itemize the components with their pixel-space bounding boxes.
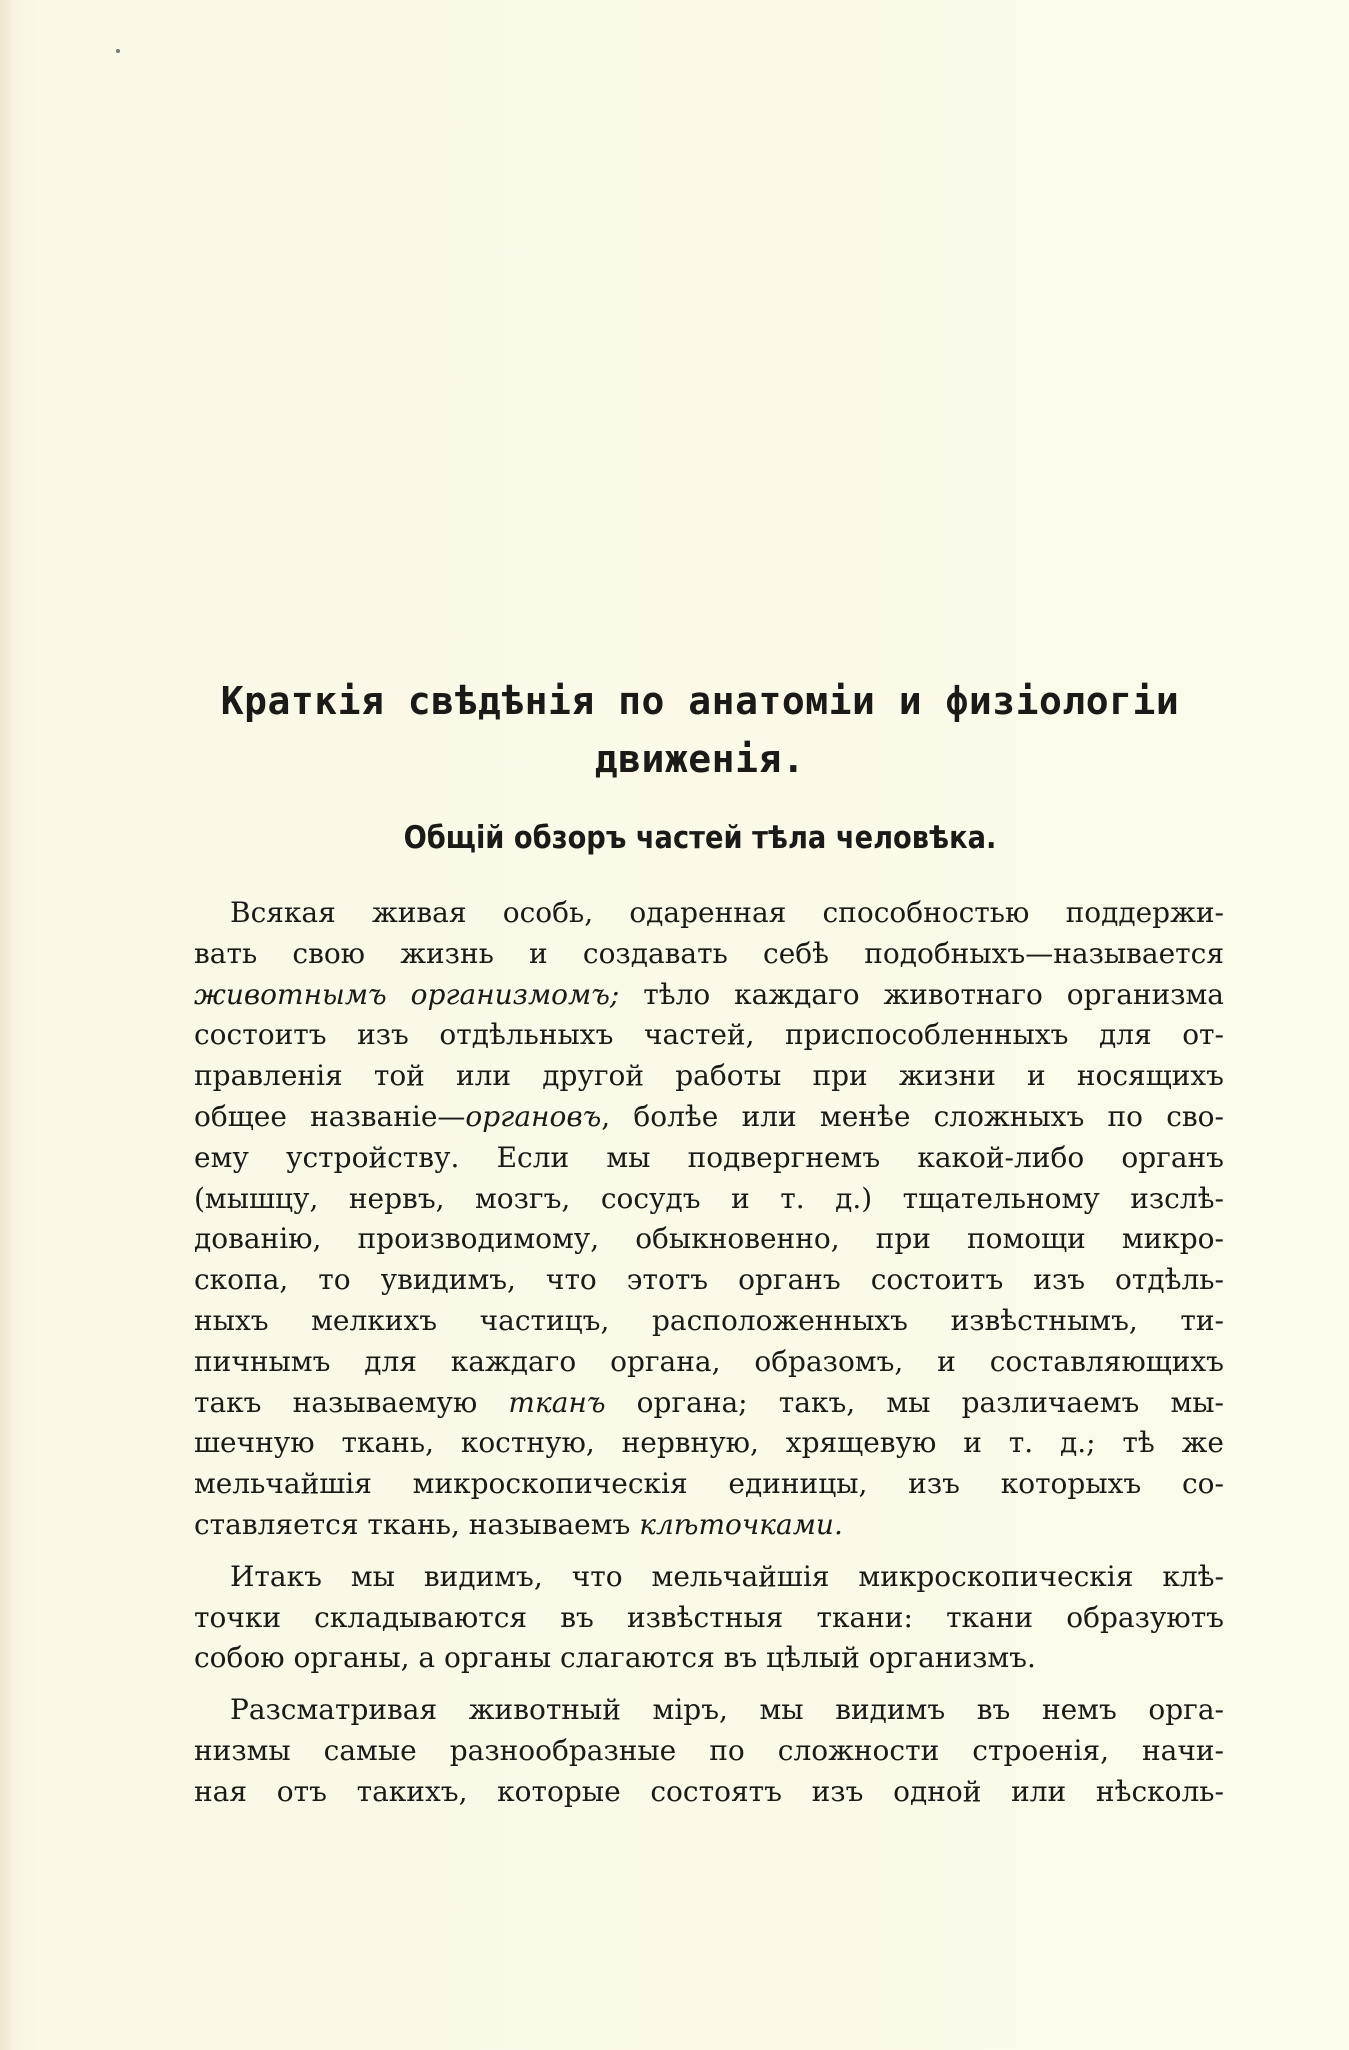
text-line: вать свою жизнь и создавать себѣ подобныхъ—называется: [194, 936, 1224, 970]
text-line: скопа, то увидимъ, что этотъ органъ состоитъ изъ отдѣль-: [194, 1263, 1224, 1297]
text-line: (мышцу, нервъ, мозгъ, сосудъ и т. д.) тщательному изслѣ-: [194, 1181, 1224, 1215]
text-line: ная отъ такихъ, которые состоятъ изъ одной или нѣсколь-: [194, 1774, 1224, 1808]
text-line: Разсматривая животный міръ, мы видимъ въ немъ орга-: [230, 1693, 1224, 1727]
paragraph-1: [194, 893, 1224, 1546]
text-line: пичнымъ для каждаго органа, образомъ, и составляющихъ: [194, 1344, 1224, 1378]
text-line: Итакъ мы видимъ, что мельчайшія микроскопическія клѣ-: [230, 1559, 1224, 1593]
body-text: [194, 893, 1224, 1813]
text-line: состоитъ изъ отдѣльныхъ частей, приспособленныхъ для от-: [194, 1018, 1224, 1052]
ink-speck: [116, 49, 120, 53]
text-line: шечную ткань, костную, нервную, хрящевую и т. д.; тѣ же: [194, 1426, 1224, 1460]
chapter-title: [190, 672, 1210, 788]
text-line: ныхъ мелкихъ частицъ, расположенныхъ извѣстнымъ, ти-: [194, 1303, 1224, 1337]
paragraph-3: [194, 1690, 1224, 1812]
text-line-with-italic: животнымъ организмомъ; тѣло каждаго животнаго организма: [194, 977, 1224, 1011]
text-line: ему устройству. Если мы подвергнемъ какой-либо органъ: [194, 1140, 1224, 1174]
text-line: собою органы, а органы слагаются въ цѣлый организмъ.: [194, 1641, 1036, 1675]
italic-term: тканъ: [508, 1385, 606, 1419]
section-subtitle: Общій обзоръ частей тѣла человѣка.: [403, 820, 997, 856]
text-line: точки складываются въ извѣстныя ткани: ткани образуютъ: [194, 1600, 1224, 1634]
text-line: Всякая живая особь, одаренная способностью поддержи-: [230, 896, 1224, 929]
text-line-with-italic: общее названіе—органовъ, болѣе или менѣе сложныхъ по сво-: [194, 1099, 1224, 1133]
paragraph-2: [194, 1557, 1224, 1679]
italic-term: животнымъ организмомъ;: [194, 977, 620, 1011]
text-line: правленія той или другой работы при жизни и носящихъ: [194, 1059, 1224, 1093]
text-line: дованію, производимому, обыкновенно, при помощи микро-: [194, 1222, 1224, 1256]
italic-term: органовъ: [465, 1099, 602, 1133]
chapter-title-line-1: Краткія свѣдѣнія по анатоміи и физіологіи: [220, 679, 1180, 723]
text-line-with-italic: такъ называемую тканъ органа; такъ, мы различаемъ мы-: [194, 1385, 1224, 1419]
text-line: низмы самые разнообразные по сложности строенія, начи-: [194, 1733, 1224, 1767]
italic-term: клѣточками.: [639, 1507, 843, 1541]
text-line-with-italic: ставляется ткань, называемъ клѣточками.: [194, 1507, 843, 1541]
chapter-title-line-2: движенія.: [594, 737, 806, 781]
text-line: мельчайшія микроскопическія единицы, изъ которыхъ со-: [194, 1467, 1224, 1501]
